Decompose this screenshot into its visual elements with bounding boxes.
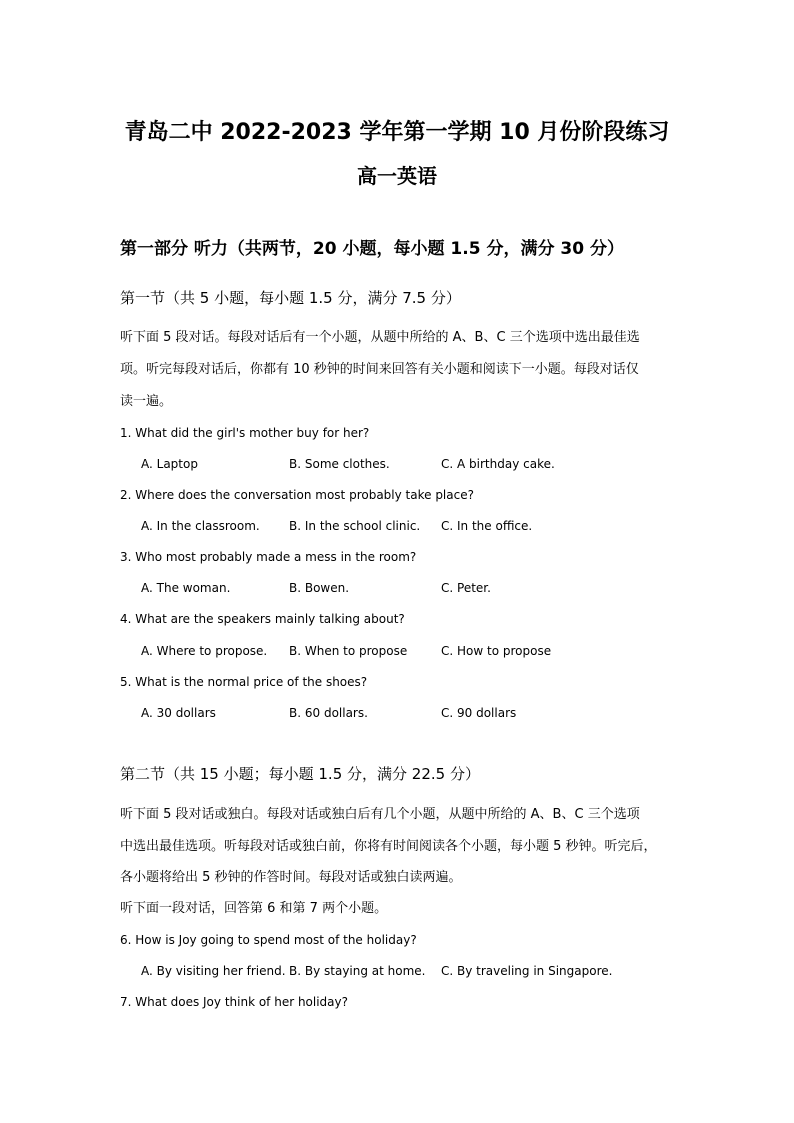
option-3c: C. Peter. bbox=[441, 581, 491, 595]
option-5c: C. 90 dollars bbox=[441, 706, 517, 720]
section2-instruction-line: 听下面一段对话，回答第 6 和第 7 两个小题。 bbox=[120, 901, 388, 916]
option-4c: C. How to propose bbox=[441, 644, 552, 658]
section2-instruction-line: 听下面 5 段对话或独白。每段对话或独白后有几个小题，从题中所给的 A、B、C 三个选项 bbox=[120, 807, 640, 822]
question-stem-7: 7. What does Joy think of her holiday? bbox=[120, 995, 348, 1009]
exam-title: 青岛二中 2022-2023 学年第一学期 10 月份阶段练习 bbox=[124, 120, 670, 145]
option-5a: A. 30 dollars bbox=[141, 706, 216, 720]
section1-instruction-line: 项。听完每段对话后，你都有 10 秒钟的时间来回答有关小题和阅读下一小题。每段对话仅 bbox=[120, 362, 639, 377]
option-6b: B. By staying at home. bbox=[289, 964, 426, 978]
question-stem-1: 1. What did the girl's mother buy for her? bbox=[120, 426, 370, 440]
question-stem-4: 4. What are the speakers mainly talking about? bbox=[120, 612, 405, 626]
part1-heading: 第一部分 听力（共两节，20 小题，每小题 1.5 分，满分 30 分） bbox=[120, 239, 624, 259]
question-stem-2: 2. Where does the conversation most probably take place? bbox=[120, 488, 474, 502]
section2-heading: 第二节（共 15 小题；每小题 1.5 分，满分 22.5 分） bbox=[120, 765, 480, 783]
option-3a: A. The woman. bbox=[141, 581, 231, 595]
option-2a: A. In the classroom. bbox=[141, 519, 260, 533]
option-2b: B. In the school clinic. bbox=[289, 519, 421, 533]
option-1c: C. A birthday cake. bbox=[441, 457, 555, 471]
option-5b: B. 60 dollars. bbox=[289, 706, 368, 720]
option-1a: A. Laptop bbox=[141, 457, 198, 471]
option-3b: B. Bowen. bbox=[289, 581, 350, 595]
option-1b: B. Some clothes. bbox=[289, 457, 390, 471]
section2-instruction-line: 各小题将给出 5 秒钟的作答时间。每段对话或独白读两遍。 bbox=[120, 870, 462, 885]
question-stem-5: 5. What is the normal price of the shoes? bbox=[120, 675, 368, 689]
option-4a: A. Where to propose. bbox=[141, 644, 268, 658]
question-stem-3: 3. Who most probably made a mess in the room? bbox=[120, 550, 417, 564]
section1-instruction-line: 读一遍。 bbox=[120, 394, 173, 409]
question-stem-6: 6. How is Joy going to spend most of the holiday? bbox=[120, 933, 417, 947]
option-6c: C. By traveling in Singapore. bbox=[441, 964, 613, 978]
section1-instruction-line: 听下面 5 段对话。每段对话后有一个小题，从题中所给的 A、B、C 三个选项中选出最佳选 bbox=[120, 330, 640, 345]
option-4b: B. When to propose bbox=[289, 644, 408, 658]
option-2c: C. In the office. bbox=[441, 519, 533, 533]
exam-subtitle: 高一英语 bbox=[357, 164, 437, 188]
section2-instruction-line: 中选出最佳选项。听每段对话或独白前，你将有时间阅读各个小题，每小题 5 秒钟。听完后， bbox=[120, 839, 657, 854]
section1-heading: 第一节（共 5 小题，每小题 1.5 分，满分 7.5 分） bbox=[120, 289, 461, 307]
option-6a: A. By visiting her friend. bbox=[141, 964, 286, 978]
